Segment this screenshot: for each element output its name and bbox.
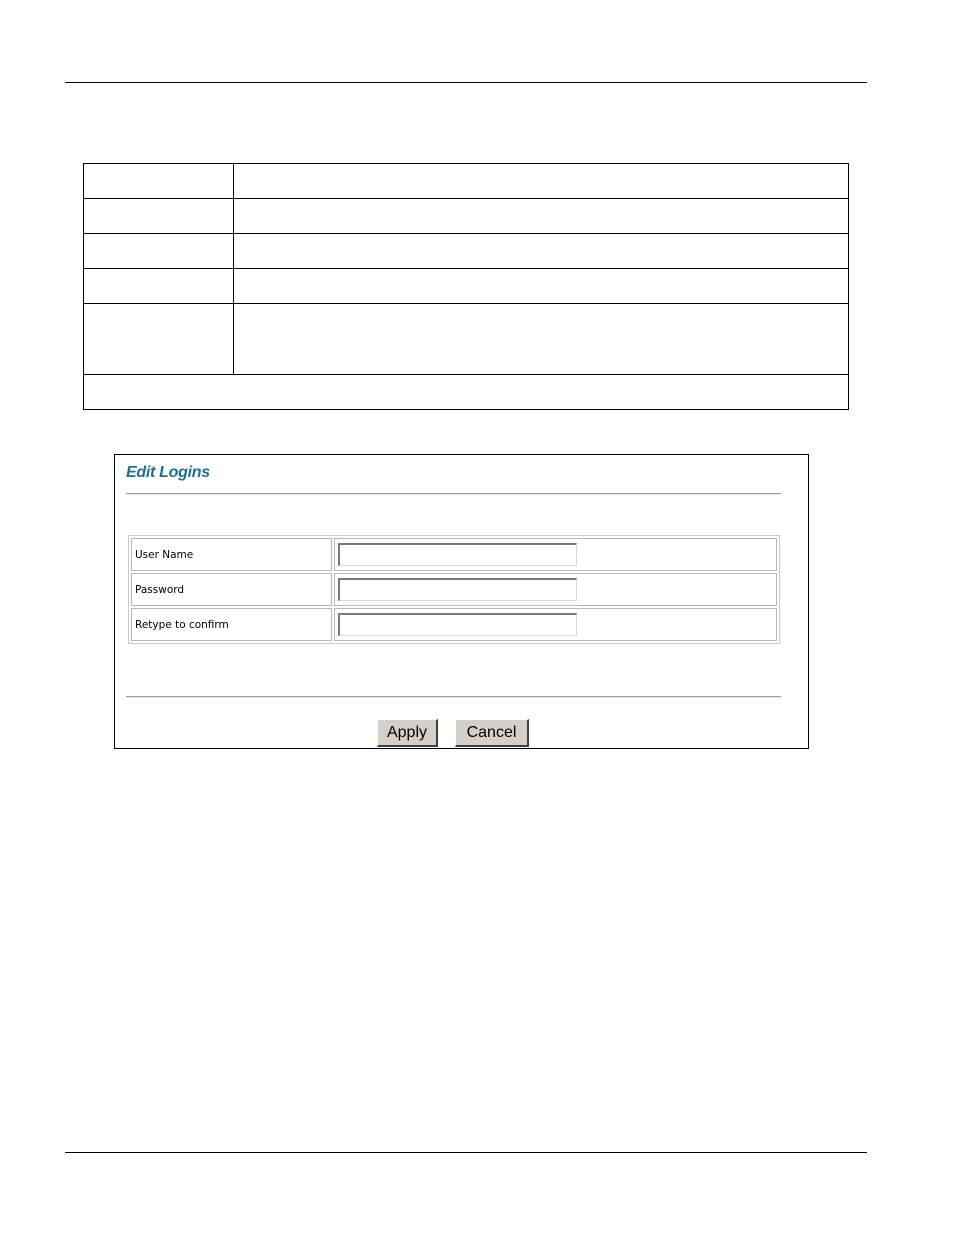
retype-password-label: Retype to confirm xyxy=(131,608,332,641)
user-name-input[interactable] xyxy=(338,543,577,566)
table-cell-description xyxy=(234,234,849,269)
field-description-table xyxy=(83,163,849,410)
apply-button[interactable]: Apply xyxy=(377,719,438,747)
login-form-table xyxy=(128,535,780,644)
password-input[interactable] xyxy=(338,578,577,601)
page-title: Edit Logins xyxy=(126,464,210,481)
cancel-button[interactable]: Cancel xyxy=(455,719,529,747)
table-cell-label xyxy=(84,199,234,234)
table-row xyxy=(84,269,849,304)
edit-logins-panel xyxy=(114,454,809,749)
table-cell-label xyxy=(84,304,234,375)
table-cell-label xyxy=(84,164,234,199)
form-row-password xyxy=(131,573,777,606)
table-cell-label xyxy=(84,234,234,269)
table-row xyxy=(84,375,849,410)
table-cell-label xyxy=(84,269,234,304)
table-row xyxy=(84,164,849,199)
table-row xyxy=(84,199,849,234)
form-row-retype-password xyxy=(131,608,777,641)
table-cell-description xyxy=(234,304,849,375)
table-cell-description xyxy=(234,269,849,304)
footer-rule xyxy=(65,1152,867,1153)
password-cell xyxy=(334,573,777,606)
retype-password-cell xyxy=(334,608,777,641)
table-cell-description xyxy=(234,164,849,199)
table-row xyxy=(84,234,849,269)
header-rule xyxy=(65,82,867,83)
retype-password-input[interactable] xyxy=(338,613,577,636)
table-cell-description xyxy=(234,199,849,234)
user-name-cell xyxy=(334,538,777,571)
form-row-user-name xyxy=(131,538,777,571)
table-row xyxy=(84,304,849,375)
table-cell-footer xyxy=(84,375,849,410)
title-divider xyxy=(126,493,781,495)
buttons-divider xyxy=(126,696,781,698)
user-name-label: User Name xyxy=(131,538,332,571)
password-label: Password xyxy=(131,573,332,606)
